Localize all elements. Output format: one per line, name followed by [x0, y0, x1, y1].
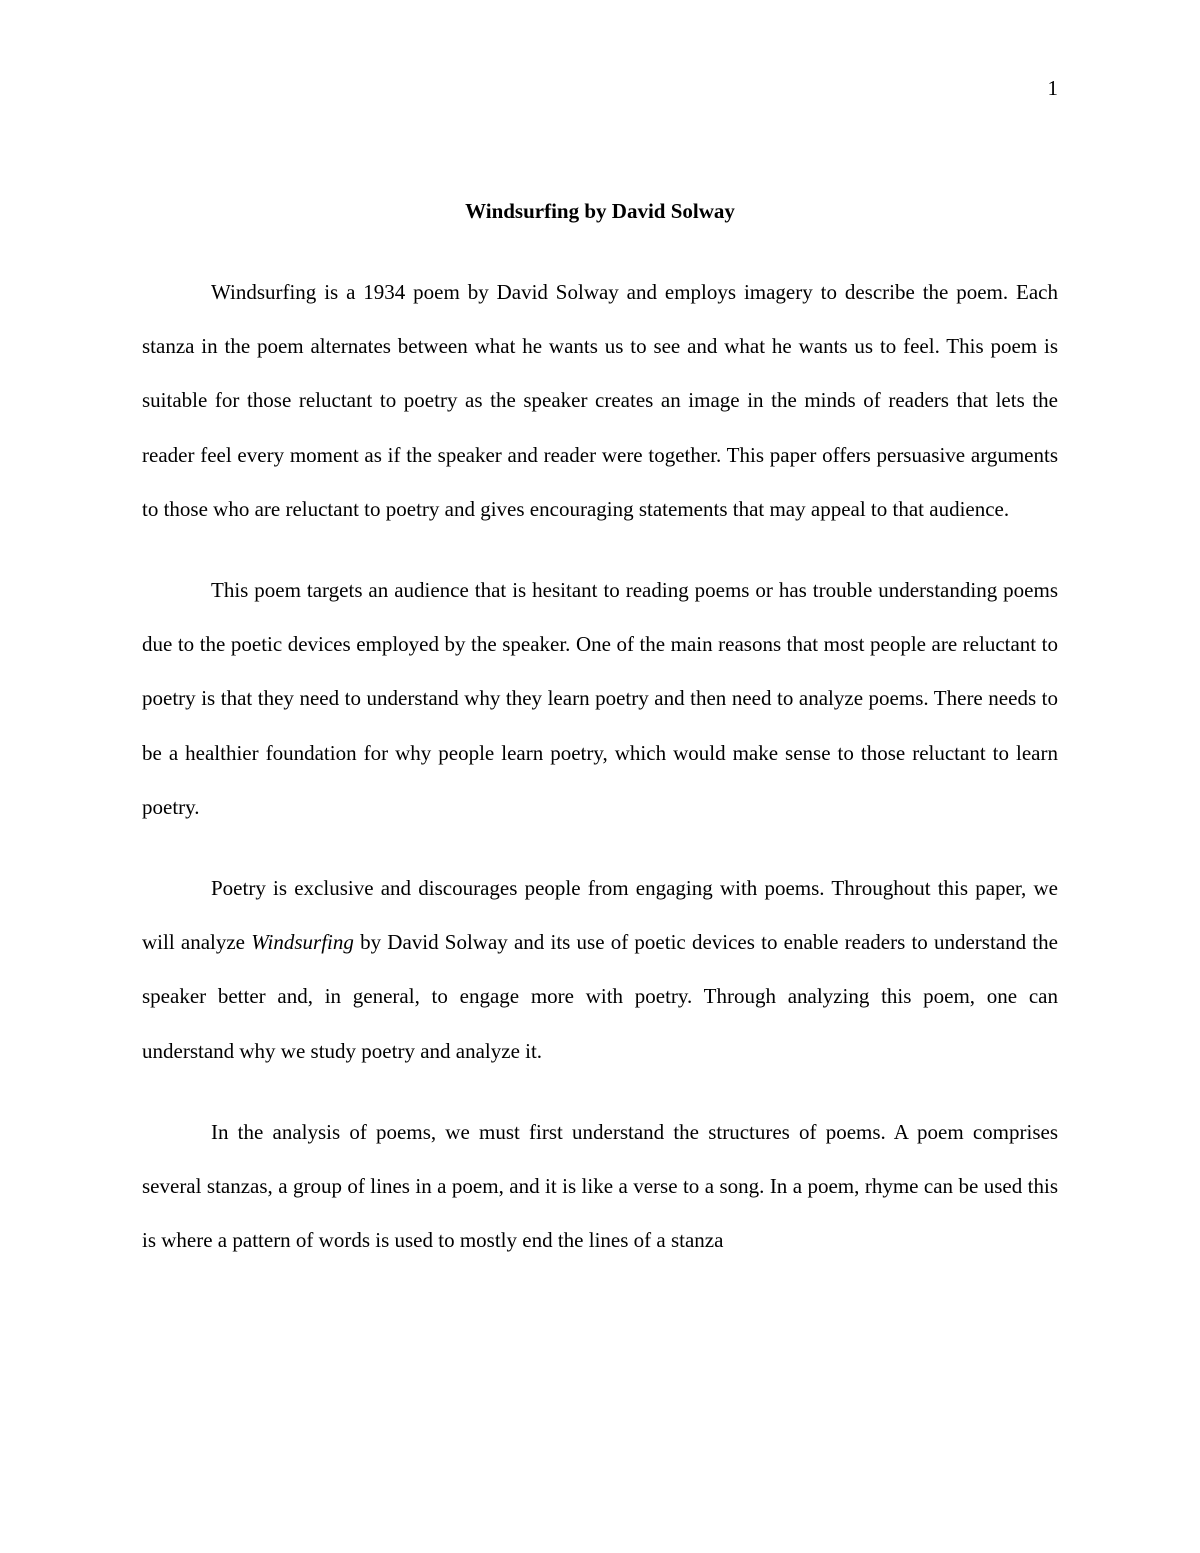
paragraph-purpose-text-start: Poetry is exclusive and discourages people from engaging with poems. Throughout this paper, we will analyze	[142, 876, 1058, 955]
document-body	[142, 265, 1058, 1267]
poem-title-italic: Windsurfing	[251, 930, 354, 955]
paragraph-purpose-text-end: by David Solway and its use of poetic devices to enable readers to understand the speaker better and, in general, to engage more with poetry. Through analyzing this poem, one can understand why we study poetry and analyze it.	[142, 930, 1058, 1063]
document-title: Windsurfing by David Solway	[465, 199, 735, 223]
paragraph-intro: Windsurfing is a 1934 poem by David Solway and employs imagery to describe the poem. Each stanza in the poem alternates between what he wants us to see and what he wants us to feel. This poem is suitable for those reluctant to poetry as the speaker creates an image in the minds of readers that lets the reader feel every moment as if the speaker and reader were together. This paper offers persuasive arguments to those who are reluctant to poetry and gives encouraging statements that may appeal to that audience.	[142, 280, 1058, 521]
page-number: 1	[1047, 76, 1058, 100]
paragraph-audience: This poem targets an audience that is hesitant to reading poems or has trouble understanding poems due to the poetic devices employed by the speaker. One of the main reasons that most people are reluctant to poetry is that they need to understand why they learn poetry and then need to analyze poems. There needs to be a healthier foundation for why people learn poetry, which would make sense to those reluctant to learn poetry.	[142, 578, 1058, 819]
paragraph-structure: In the analysis of poems, we must first understand the structures of poems. A poem comprises several stanzas, a group of lines in a poem, and it is like a verse to a song. In a poem, rhyme can be used this is where a pattern of words is used to mostly end the lines of a stanza	[142, 1119, 1058, 1253]
paragraph-purpose	[142, 861, 1058, 1078]
